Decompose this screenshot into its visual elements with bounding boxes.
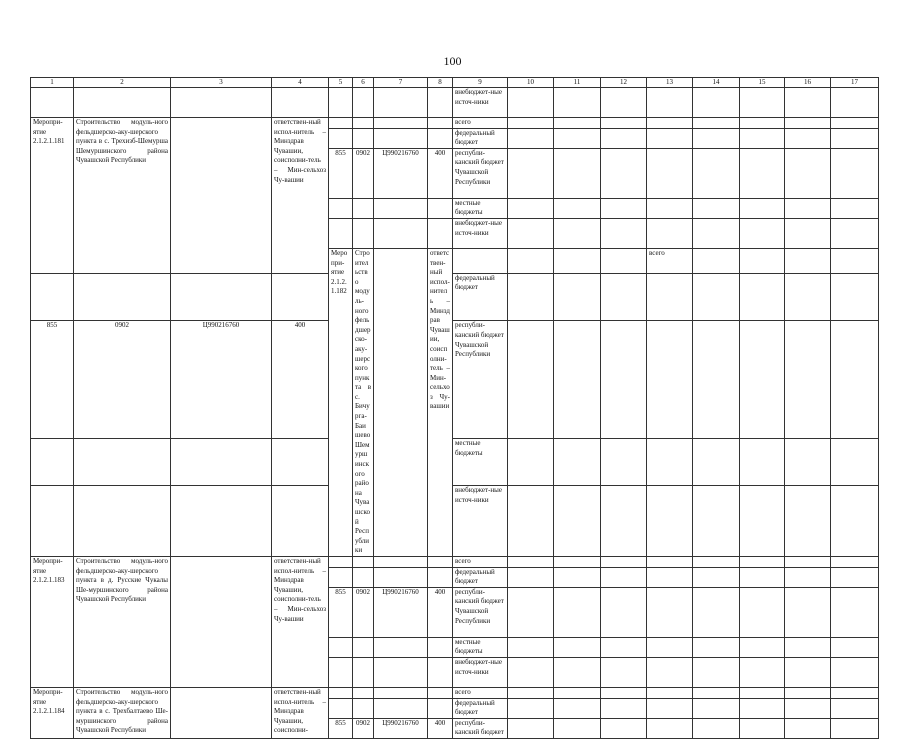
source-federal: федеральный бюджет (453, 698, 508, 718)
source-extra: внебюджет-ные источ-ники (453, 486, 508, 557)
grbs-code: 855 (31, 321, 74, 439)
measure-executor: ответствен-ный испол-нитель – Минздрав Чувашии, соисполни- (272, 687, 329, 738)
measure-name: Строительство модуль-ного фельдшерско-аку-шерского пункта в с. Трехизб-Шемурша Шемуршинского района Чувашской Республики (74, 118, 171, 274)
source-total: всего (453, 118, 508, 129)
vr-code: 400 (428, 148, 453, 198)
source-local: местные бюджеты (453, 198, 508, 218)
measure-name: Строительство модуль-ного фельдшерско-аку-шерского пункта в с. Трехбалтаево Ше-муршинского района Чувашской Республики (74, 687, 171, 738)
table-row (31, 321, 879, 439)
source-federal: федеральный бюджет (453, 273, 508, 320)
column-header: 7 (374, 78, 428, 88)
source-total: всего (453, 556, 508, 567)
column-header: 4 (272, 78, 329, 88)
column-header: 9 (453, 78, 508, 88)
column-header: 12 (601, 78, 647, 88)
rzpr-code: 0902 (353, 587, 374, 637)
grbs-code: 855 (329, 148, 353, 198)
source-local: местные бюджеты (453, 637, 508, 657)
rzpr-code: 0902 (74, 321, 171, 439)
measure-name: Строительство модуль-ного фельдшерско-аку-шерского пункта в с. Бичурга-Баишево Шемуршинского района Чувашской Республики (353, 248, 374, 556)
column-header: 14 (693, 78, 740, 88)
measure-id: Меропри-ятие 2.1.2.1.184 (31, 687, 74, 738)
source-extra: внебюджет-ные источ-ники (453, 88, 508, 118)
measure-executor: ответствен-ный испол-нитель – Минздрав Чувашии, соисполни-тель – Мин-сельхоз Чу-вашии (272, 556, 329, 687)
csr-code: Ц990216760 (374, 148, 428, 198)
source-republic: республи-канский бюджет Чувашской Республики (453, 321, 508, 439)
column-header: 2 (74, 78, 171, 88)
column-header: 13 (647, 78, 693, 88)
measure-id: Меропри-ятие 2.1.2.1.181 (31, 118, 74, 274)
csr-code: Ц990216760 (374, 587, 428, 637)
vr-code: 400 (428, 718, 453, 738)
vr-code: 400 (272, 321, 329, 439)
table-row (31, 118, 879, 129)
csr-code: Ц990216760 (171, 321, 272, 439)
column-header: 5 (329, 78, 353, 88)
grbs-code: 855 (329, 718, 353, 738)
source-local: местные бюджеты (453, 438, 508, 485)
table-row (31, 486, 879, 557)
column-header: 15 (740, 78, 785, 88)
table-row (31, 438, 879, 485)
grbs-code: 855 (329, 587, 353, 637)
rzpr-code: 0902 (353, 148, 374, 198)
column-number-row (31, 78, 879, 88)
source-republic: республи-канский бюджет Чувашской Республики (453, 587, 508, 637)
column-header: 10 (508, 78, 554, 88)
column-header: 11 (554, 78, 601, 88)
csr-code: Ц990216760 (374, 718, 428, 738)
column-header: 1 (31, 78, 74, 88)
source-republic: республи-канский бюджет (453, 718, 508, 738)
measure-id: Меропри-ятие 2.1.2.1.183 (31, 556, 74, 687)
source-extra: внебюджет-ные источ-ники (453, 657, 508, 687)
source-total: всего (453, 687, 508, 698)
measure-id: Меропри-ятие 2.1.2.1.182 (329, 248, 353, 556)
source-total: всего (647, 248, 693, 273)
continuation-row (31, 88, 879, 118)
column-header: 3 (171, 78, 272, 88)
rzpr-code: 0902 (353, 718, 374, 738)
table-row (31, 273, 879, 320)
column-header: 6 (353, 78, 374, 88)
source-extra: внебюджет-ные источ-ники (453, 218, 508, 248)
column-header: 16 (785, 78, 831, 88)
table-row (31, 556, 879, 567)
measure-executor: ответствен-ный испол-нитель – Минздрав Чувашии, соисполни-тель – Мин-сельхоз Чу-вашии (272, 118, 329, 274)
measure-name: Строительство модуль-ного фельдшерско-аку-шерского пункта в д. Русские Чукалы Ше-муршинского района Чувашской Республики (74, 556, 171, 687)
column-header: 17 (831, 78, 879, 88)
column-header: 8 (428, 78, 453, 88)
source-republic: республи-канский бюджет Чувашской Республики (453, 148, 508, 198)
measure-executor: ответствен-ный испол-нитель – Минздрав Чувашии, соисполни-тель – Мин-сельхоз Чу-вашии (428, 248, 453, 556)
source-federal: федеральный бюджет (453, 128, 508, 148)
page-number: 100 (443, 54, 462, 68)
vr-code: 400 (428, 587, 453, 637)
source-federal: федеральный бюджет (453, 567, 508, 587)
table-row (31, 687, 879, 698)
